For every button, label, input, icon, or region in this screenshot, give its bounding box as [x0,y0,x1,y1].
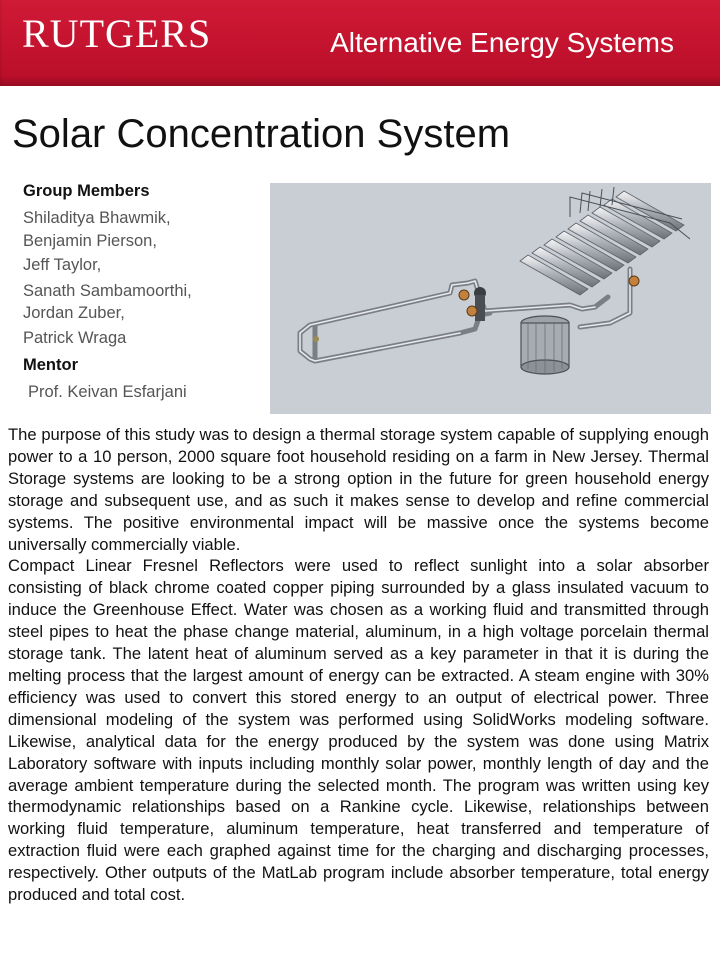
member-name: Shiladitya Bhawmik, [23,209,171,227]
member-name: Sanath Sambamoorthi, [23,281,192,300]
abstract-paragraph: The purpose of this study was to design a thermal storage system capable of supplying enough power to a 10 person, 2000 square foot household residing on a farm in New Jersey. Thermal Storage systems are looking to be a strong option in the future for green household energy storage and subsequent use, and as such it makes sense to develop and refine commercial systems. The positive environmental impact will be massive once the systems become universally commercially viable. [8,425,709,554]
member-name: Benjamin Pierson, [23,231,157,250]
system-model-image [270,183,711,414]
mentor-heading: Mentor [23,356,78,374]
fresnel-reflector-array [520,187,690,295]
banner-title: Alternative Energy Systems [330,27,674,58]
mentor-name: Prof. Keivan Esfarjani [28,383,187,401]
member-name: Jordan Zuber, [23,304,125,322]
header-banner [0,0,720,86]
solar-system-3d-model-icon [270,183,711,414]
member-name: Jeff Taylor, [23,256,102,274]
group-members-heading: Group Members [23,182,150,200]
page-title: Solar Concentration System [12,112,511,156]
member-name: Patrick Wraga [23,328,127,347]
abstract-paragraph: Compact Linear Fresnel Reflectors were used to reflect sunlight into a solar absorber consisting of black chrome coated copper piping surrounded by a glass insulated vacuum to induce the Greenhouse Effect. Water was chosen as a working fluid and transmitted through steel pipes to heat the phase change material, aluminum, in a high voltage porcelain thermal storage tank. The latent heat of aluminum served as a key parameter in that it is during the melting process that the largest amount of energy can be extracted. A steam engine with 30% efficiency was used to convert this stored energy to an output of electrical power. Three dimensional modeling of the system was performed using SolidWorks modeling software. Likewise, analytical data for the energy produced by the system was done using Matrix Laboratory software with inputs including monthly solar power, monthly length of day and the average ambient temperature during the selected month. The program was written using key thermodynamic relationships based on a Rankine cycle. Likewise, relationships between working fluid temperature, aluminum temperature, heat transferred and temperature of extraction fluid were each graphed against time for the charging and discharging processes, respectively. Other outputs of the MatLab program include absorber temperature, total energy produced and total cost. [8,556,709,905]
group-members-section [23,182,263,402]
thermal-storage-tank [521,316,569,374]
rutgers-logo: RUTGERS [22,11,212,56]
abstract-text [8,424,709,906]
